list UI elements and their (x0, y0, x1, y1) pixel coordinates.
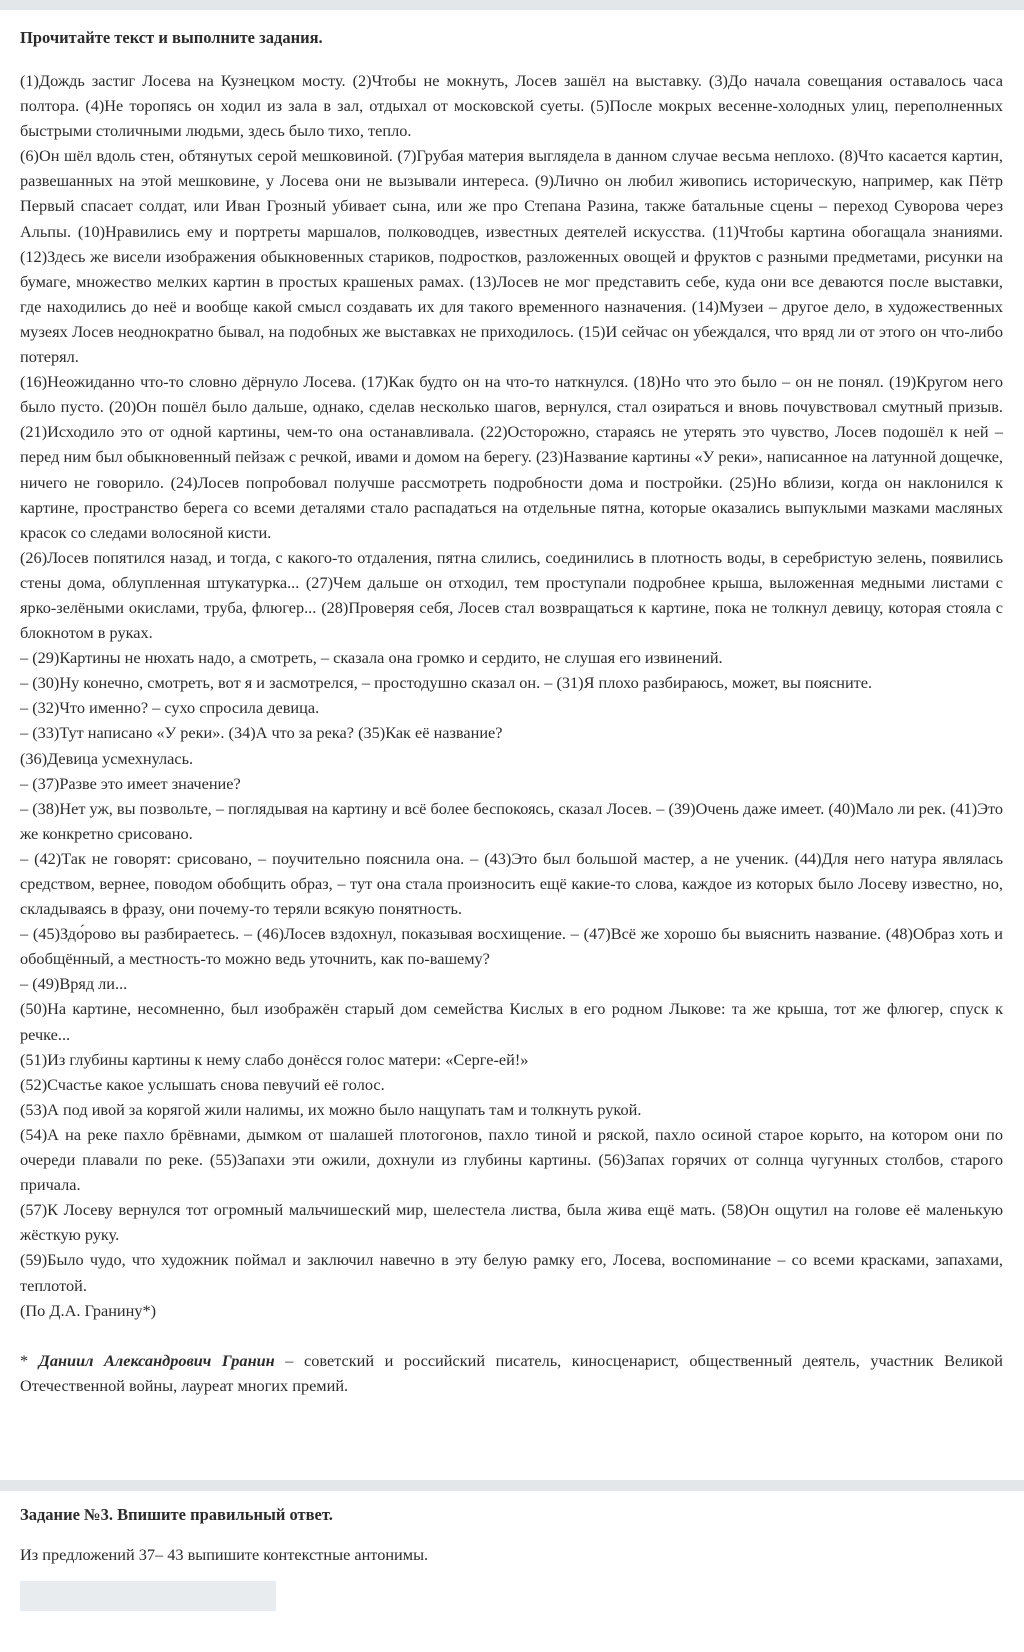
task-section (20, 1503, 1003, 1611)
task-title: Задание №3. Впишите правильный ответ. (20, 1505, 333, 1524)
footnote-author: Даниил Александрович Гранин (38, 1350, 275, 1370)
text-paragraph: (53)А под ивой за корягой жили налимы, их можно было нащупать там и толкнуть рукой. (20, 1099, 642, 1119)
footnote-star: * (20, 1350, 39, 1370)
source-attribution: (По Д.А. Гранину*) (20, 1300, 157, 1320)
text-paragraph: (36)Девица усмехнулась. (20, 748, 194, 768)
text-paragraph: – (29)Картины не нюхать надо, а смотреть, – сказала она громко и сердито, не слушая его извинений. (20, 648, 723, 668)
text-paragraph: (6)Он шёл вдоль стен, обтянутых серой мешковиной. (7)Грубая материя выглядела в данном случае весьма неплохо. (8)Что касается картин, развешанных на этой мешковине, у Лосева они не вызывали интереса. (9)Лично он любил живопись историческую, например, как Пётр Первый спасает солдат, или Иван Грозный убивает сына, или же про Степана Разина, также батальные сцены – переход Суворова через Альпы. (10)Нравились ему и портреты маршалов, полководцев, известных деятелей искусства. (11)Чтобы картина обогащала знаниями. (12)Здесь же висели изображения обыкновенных стариков, подростков, разложенных овощей и фруктов с разными предметами, рисунки на бумаге, множество мелких картин в простых крашеных рамах. (13)Лосев не мог представить себе, куда они все деваются после выставки, где находились до неё и вообще какой смысл создавать их для такого временного назначения. (14)Музеи – другое дело, в художественных музеях Лосев неоднократно бывал, на подобных же выставках не приходилось. (15)И сейчас он убеждался, что вряд ли от этого он что-либо потерял. (20, 146, 1003, 367)
text-paragraph: – (49)Вряд ли... (20, 974, 128, 994)
reading-text (20, 68, 1003, 1323)
text-paragraph: (51)Из глубины картины к нему слабо донёсся голос матери: «Серге-ей!» (20, 1049, 529, 1069)
text-paragraph: (54)А на реке пахло брёвнами, дымком от шалашей плотогонов, пахло тиной и ряской, пахло осиной старое корыто, на котором они по очереди плавали по реке. (55)Запахи эти ожили, дохнули из глубины картины. (56)Запах горячих от солнца чугунных столбов, старого причала. (20, 1124, 1003, 1195)
text-paragraph: (59)Было чудо, что художник поймал и заключил навечно в эту белую рамку его, Лосева, воспоминание – со всеми красками, запахами, теплотой. (20, 1250, 1003, 1295)
answer-input[interactable] (20, 1581, 276, 1611)
text-paragraph: (26)Лосев попятился назад, и тогда, с какого-то отдаления, пятна слились, соединились в плотность воды, в серебристую зелень, появились стены дома, облупленная штукатурка... (27)Чем дальше он отходил, тем проступали подробнее крыша, выложенная медными листами с ярко-зелёными окислами, труба, флюгер... (28)Проверяя себя, Лосев стал возвращаться к картине, пока не толкнул девицу, которая стояла с блокнотом в руках. (20, 547, 1003, 643)
text-paragraph: – (45)Здо́рово вы разбираетесь. – (46)Лосев вздохнул, показывая восхищение. – (47)Всё же хорошо бы выяснить название. (48)Образ хоть и обобщённый, а местность-то можно ведь уточнить, как по-вашему? (20, 924, 1003, 969)
author-footnote (20, 1348, 1003, 1398)
text-paragraph: (16)Неожиданно что-то словно дёрнуло Лосева. (17)Как будто он на что-то наткнулся. (18)Но что это было – он не понял. (19)Кругом него было пусто. (20)Он пошёл было дальше, однако, сделав несколько шагов, вернулся, стал озираться и вновь почувствовал смутный призыв. (21)Исходило это от одной картины, чем-то она останавливала. (22)Осторожно, стараясь не утерять это чувство, Лосев подошёл к ней – перед ним был обыкновенный пейзаж с речкой, ивами и домом на берегу. (23)Название картины «У реки», написанное на латунной дощечке, ничего не говорило. (24)Лосев попробовал получше рассмотреть подробности дома и постройки. (25)Но вблизи, когда он наклонился к картине, пространство берега со всеми деталями стало распадаться на отдельные пятна, которые оказались выпуклыми мазками масляных красок со следами волосяной кисти. (20, 372, 1003, 542)
text-paragraph: – (33)Тут написано «У реки». (34)А что за река? (35)Как её название? (20, 723, 503, 743)
footnote-text: – советский и российский писатель, киносценарист, общественный деятель, участник Великой Отечественной войны, лауреат многих премий. (20, 1350, 1003, 1395)
task-instruction: Из предложений 37– 43 выпишите контекстные антонимы. (20, 1545, 429, 1564)
text-paragraph: – (30)Ну конечно, смотреть, вот я и засмотрелся, – простодушно сказал он. – (31)Я плохо разбираюсь, может, вы поясните. (20, 673, 873, 693)
text-paragraph: – (38)Нет уж, вы позвольте, – поглядывая на картину и всё более беспокоясь, сказал Лосев. – (39)Очень даже имеет. (40)Мало ли рек. (41)Это же конкретно срисовано. (20, 798, 1003, 843)
text-paragraph: – (42)Так не говорят: срисовано, – поучительно пояснила она. – (43)Это был большой мастер, а не ученик. (44)Для него натура являлась средством, вернее, поводом обобщить образ, – тут она стала произносить ещё какие-то слова, каждое из которых было Лосеву известно, но, складываясь в фразу, они почему-то теряли всякую понятность. (20, 848, 1003, 919)
reading-heading: Прочитайте текст и выполните задания. (20, 28, 323, 47)
text-paragraph: – (37)Разве это имеет значение? (20, 773, 241, 793)
top-divider (0, 0, 1024, 10)
text-paragraph: (52)Счастье какое услышать снова певучий её голос. (20, 1074, 385, 1094)
section-divider (0, 1480, 1024, 1491)
text-paragraph: (50)На картине, несомненно, был изображён старый дом семейства Кислых в его родном Лыкове: та же крыша, тот же флюгер, спуск к речке... (20, 999, 1003, 1044)
reading-text-section (20, 26, 1003, 1398)
text-paragraph: (1)Дождь застиг Лосева на Кузнецком мосту. (2)Чтобы не мокнуть, Лосев зашёл на выставку. (3)До начала совещания оставалось часа полтора. (4)Не торопясь он ходил из зала в зал, отдыхал от московской суеты. (5)После мокрых весенне-холодных улиц, переполненных быстрыми столичными людьми, здесь было тихо, тепло. (20, 71, 1003, 141)
text-paragraph: (57)К Лосеву вернулся тот огромный мальчишеский мир, шелестела листва, была жива ещё мать. (58)Он ощутил на голове её маленькую жёсткую руку. (20, 1200, 1003, 1245)
text-paragraph: – (32)Что именно? – сухо спросила девица. (20, 698, 320, 718)
